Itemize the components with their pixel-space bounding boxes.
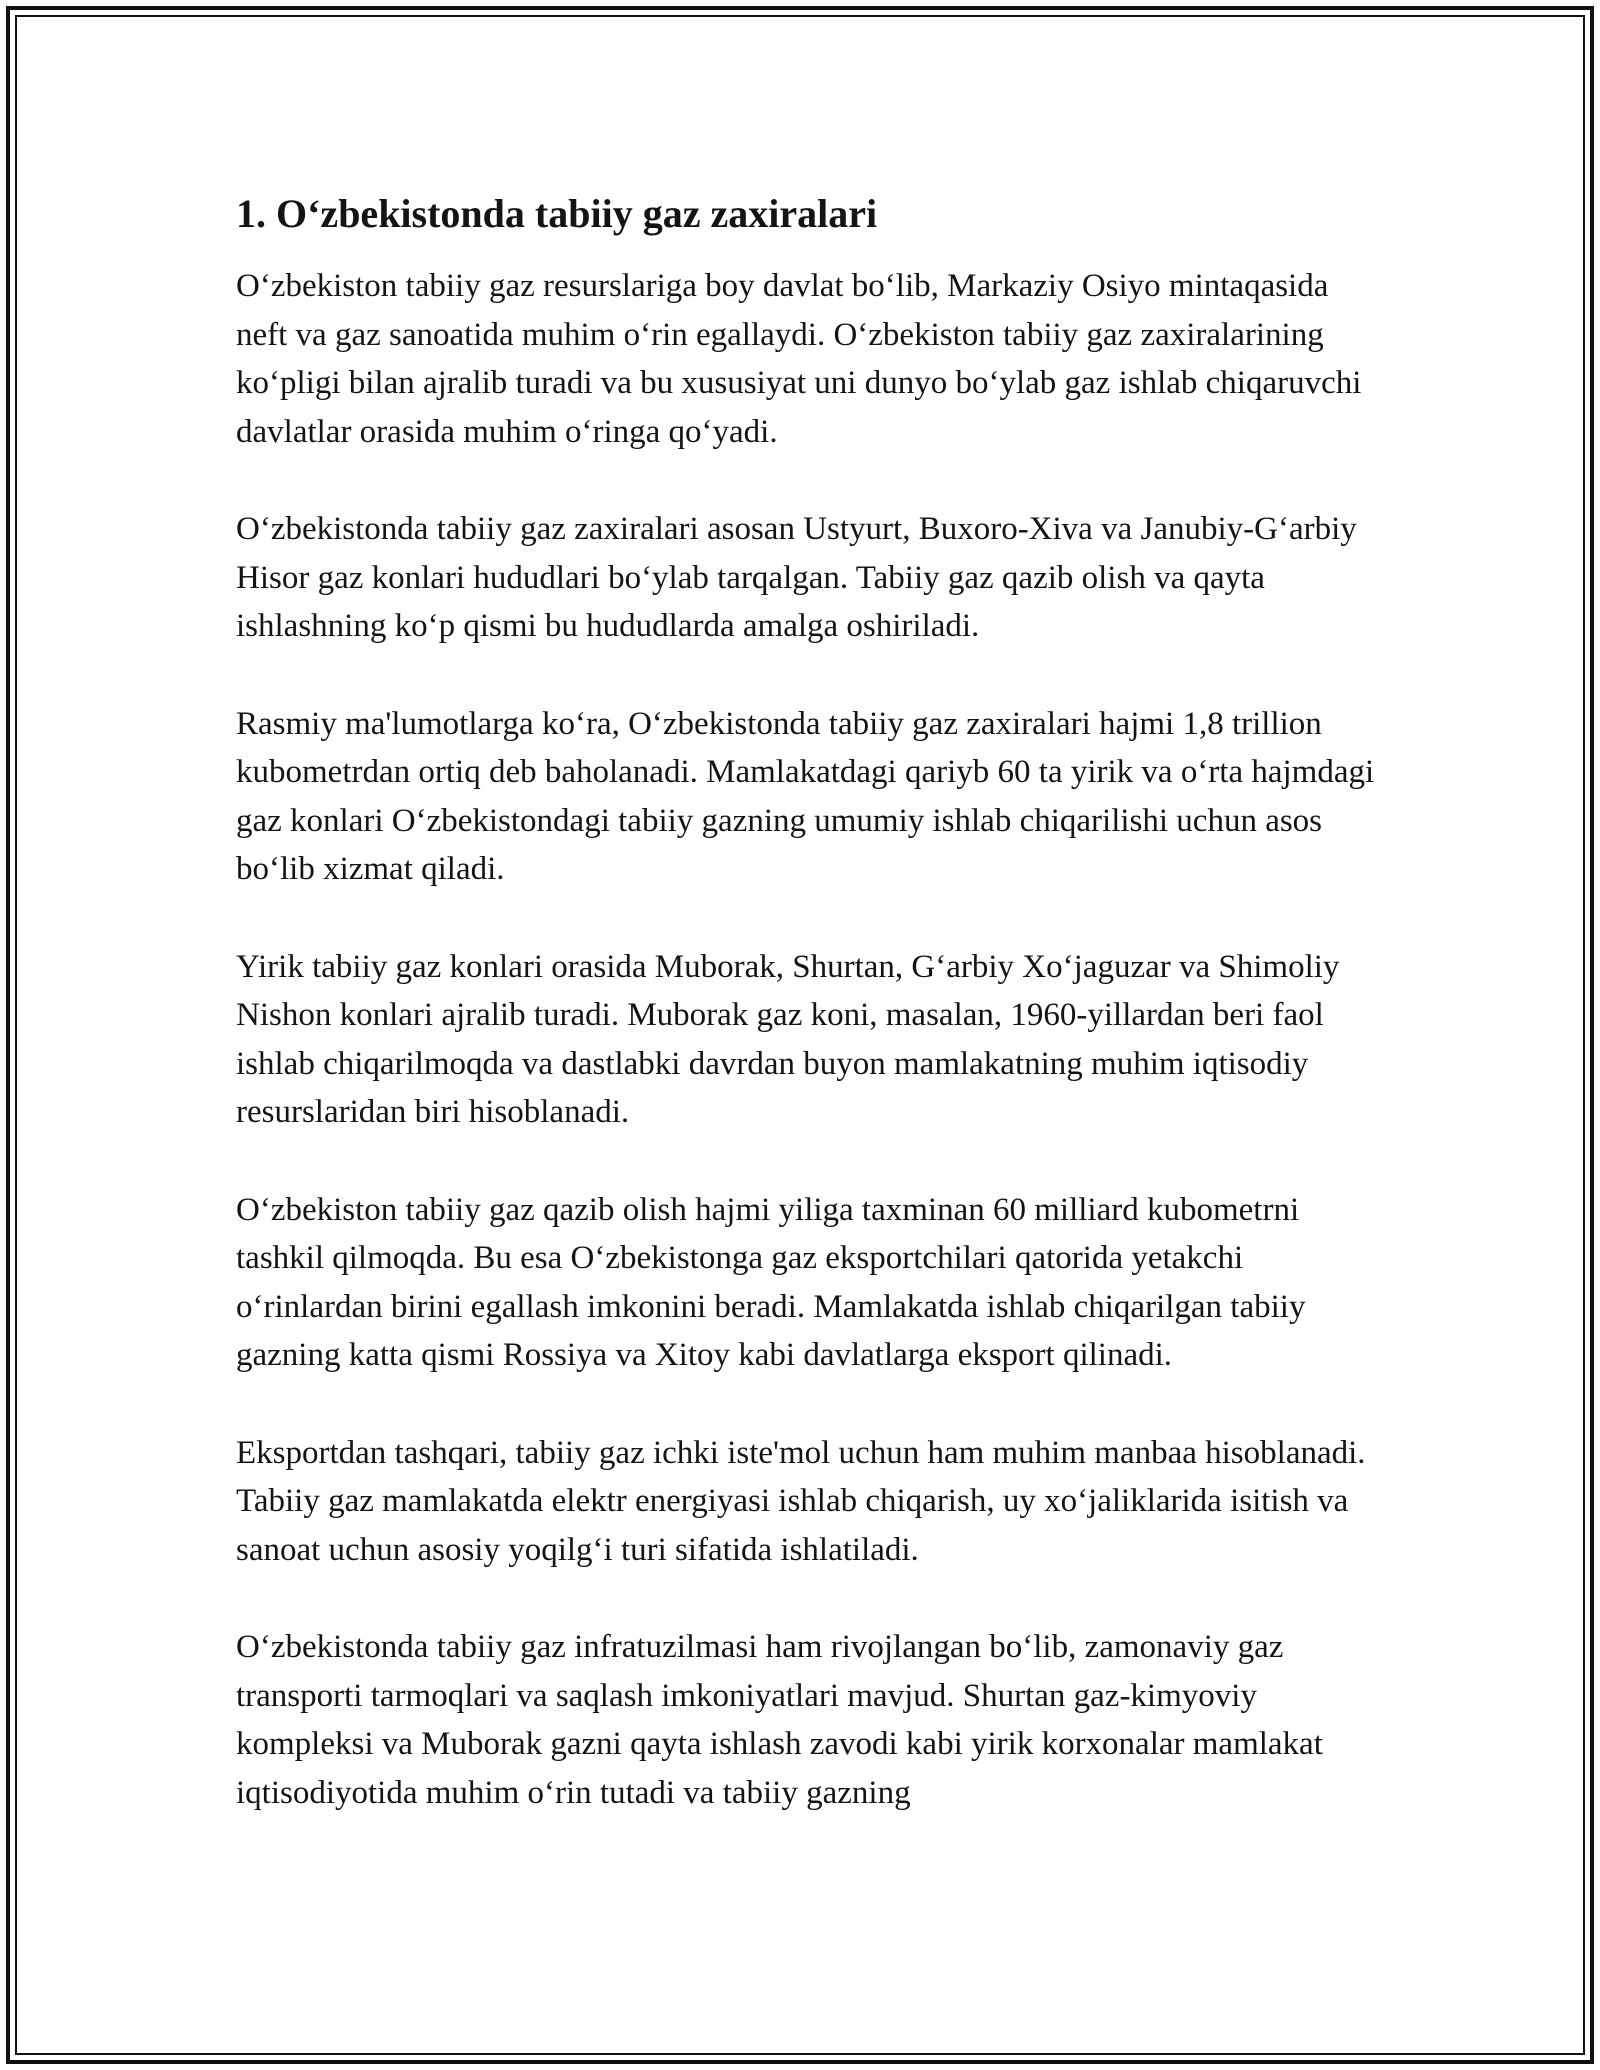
paragraph-1: O‘zbekiston tabiiy gaz resurslariga boy davlat bo‘lib, Markaziy Osiyo mintaqasida neft va gaz sanoatida muhim o‘rin egallaydi. O‘zbekiston tabiiy gaz zaxiralarining ko‘pligi bilan ajralib turadi va bu xususiyat uni dunyo bo‘ylab gaz ishlab chiqaruvchi davlatlar orasida muhim o‘ringa qo‘yadi. — [236, 268, 1362, 450]
paragraph-3: Rasmiy ma'lumotlarga ko‘ra, O‘zbekistonda tabiiy gaz zaxiralari hajmi 1,8 trillion kubometrdan ortiq deb baholanadi. Mamlakatdagi qariyb 60 ta yirik va o‘rta hajmdagi gaz konlari O‘zbekistondagi tabiiy gazning umumiy ishlab chiqarilishi uchun asos bo‘lib xizmat qiladi. — [236, 705, 1375, 887]
paragraph-7: O‘zbekistonda tabiiy gaz infratuzilmasi ham rivojlangan bo‘lib, zamonaviy gaz transporti tarmoqlari va saqlash imkoniyatlari mavjud. Shurtan gaz-kimyoviy kompleksi va Muborak gazni qayta ishlash zavodi kabi yirik korxonalar mamlakat iqtisodiyotida muhim o‘rin tutadi va tabiiy gazning — [236, 1629, 1323, 1811]
paragraph-6: Eksportdan tashqari, tabiiy gaz ichki iste'mol uchun ham muhim manbaa hisoblanadi. Tabiiy gaz mamlakatda elektr energiyasi ishlab chiqarish, uy xo‘jaliklarida isitish va sanoat uchun asosiy yoqilg‘i turi sifatida ishlatiladi. — [236, 1434, 1366, 1568]
paragraph-4: Yirik tabiiy gaz konlari orasida Muborak, Shurtan, G‘arbiy Xo‘jaguzar va Shimoliy Nishon konlari ajralib turadi. Muborak gaz koni, masalan, 1960-yillardan beri faol ishlab chiqarilmoqda va dastlabki davrdan buyon mamlakatning muhim iqtisodiy resurslaridan biri hisoblanadi. — [236, 948, 1340, 1130]
paragraph-2: O‘zbekistonda tabiiy gaz zaxiralari asosan Ustyurt, Buxoro-Xiva va Janubiy-G‘arbiy Hisor gaz konlari hududlari bo‘ylab tarqalgan. Tabiiy gaz qazib olish va qayta ishlashning ko‘p qismi bu hududlarda amalga oshiriladi. — [236, 511, 1357, 644]
document-body — [236, 188, 1376, 1866]
section-heading: 1. O‘zbekistonda tabiiy gaz zaxiralari — [236, 191, 878, 236]
paragraph-5: O‘zbekiston tabiiy gaz qazib olish hajmi yiliga taxminan 60 milliard kubometrni tashkil qilmoqda. Bu esa O‘zbekistonga gaz eksportchilari qatorida yetakchi o‘rinlardan birini egallash imkonini beradi. Mamlakatda ishlab chiqarilgan tabiiy gazning katta qismi Rossiya va Xitoy kabi davlatlarga eksport qilinadi. — [236, 1191, 1306, 1373]
